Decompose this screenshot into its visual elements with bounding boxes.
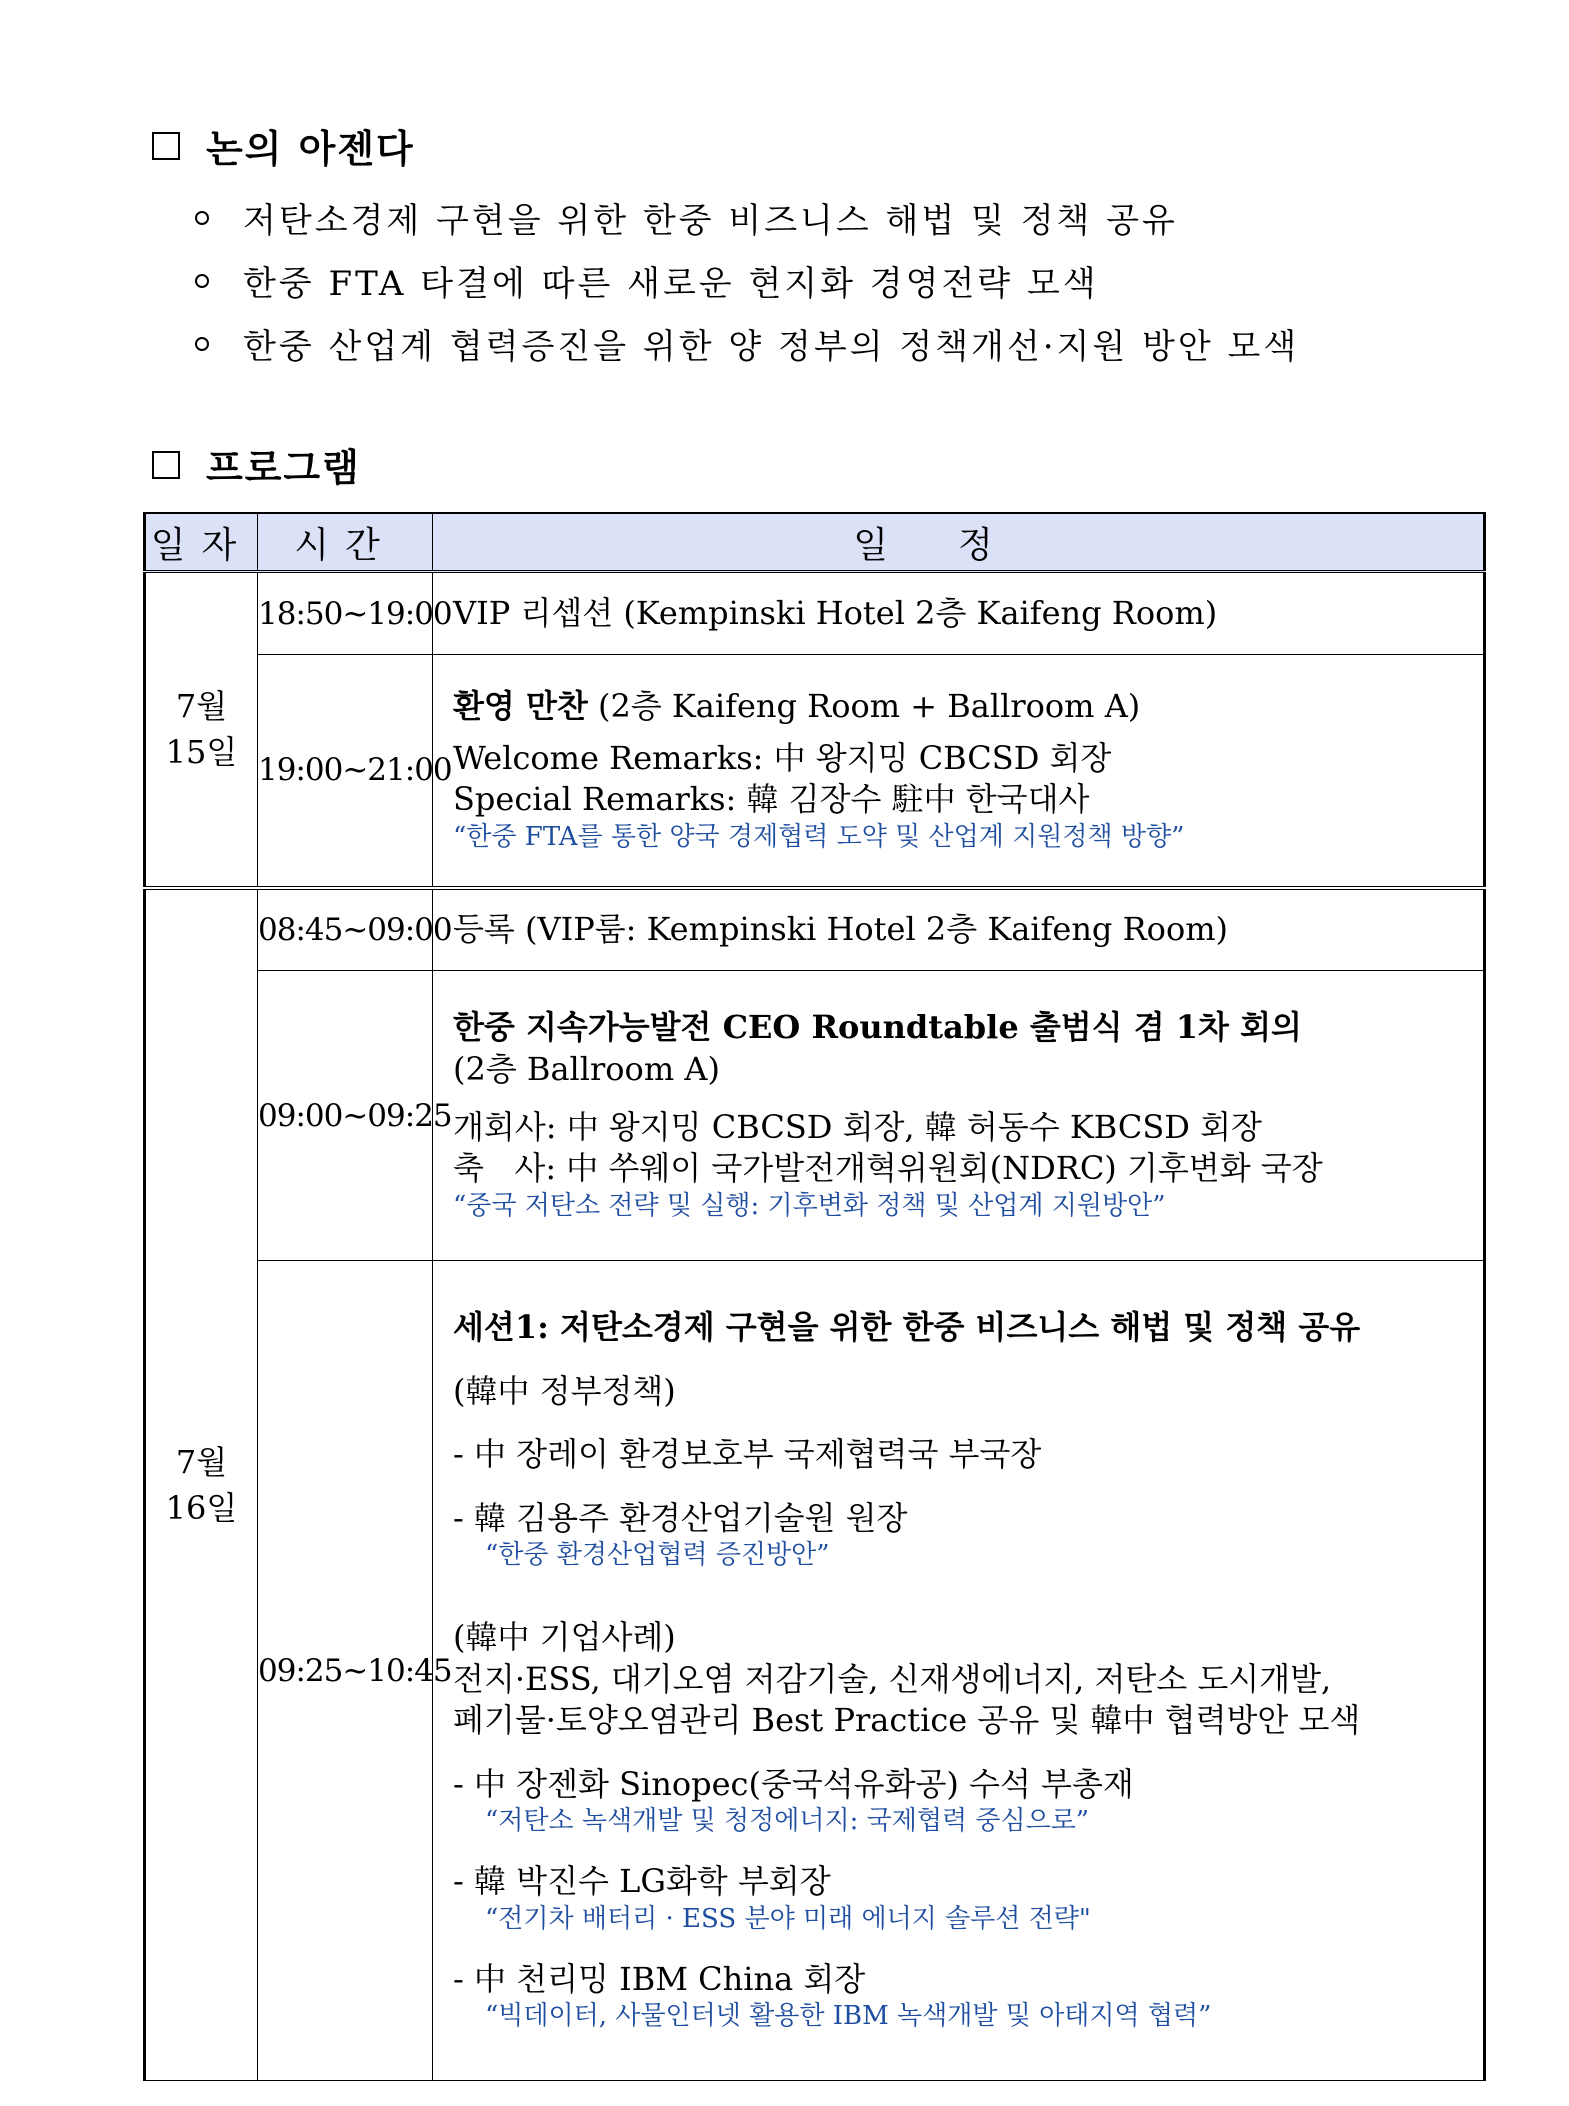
- speech-title: “한중 환경산업협력 증진방안”: [485, 1540, 830, 1571]
- time-cell: 08:45~09:00: [258, 888, 433, 971]
- speech-title: “중국 저탄소 전략 및 실행: 기후변화 정책 및 산업계 지원방안”: [453, 1190, 1166, 1221]
- circle-bullet-icon: [195, 211, 209, 225]
- speech-title: “한중 FTA를 통한 양국 경제협력 도약 및 산업계 지원정책 방향”: [453, 821, 1185, 852]
- schedule-cell: 등록 (VIP룸: Kempinski Hotel 2층 Kaifeng Room): [433, 888, 1485, 971]
- agenda-heading: [152, 118, 415, 173]
- circle-bullet-icon: [195, 337, 209, 351]
- agenda-item: 한중 산업계 협력증진을 위한 양 정부의 정책개선·지원 방안 모색: [195, 312, 1299, 375]
- agenda-item: 한중 FTA 타결에 따른 새로운 현지화 경영전략 모색: [195, 249, 1299, 312]
- event-title: 환영 만찬: [453, 686, 588, 725]
- table-row: [145, 572, 1485, 655]
- table-row: [145, 971, 1485, 1261]
- time-cell: 09:25~10:45: [258, 1261, 433, 2081]
- time-cell: 18:50~19:00: [258, 572, 433, 655]
- agenda-heading-text: 논의 아젠다: [206, 126, 415, 171]
- time-cell: 09:00~09:25: [258, 971, 433, 1261]
- schedule-cell: VIP 리셉션 (Kempinski Hotel 2층 Kaifeng Room): [433, 572, 1485, 655]
- col-header-time: 시간: [258, 513, 433, 572]
- checkbox-square-icon: [152, 451, 180, 479]
- speech-title: “전기차 배터리 · ESS 분야 미래 에너지 솔루션 전략": [485, 1903, 1091, 1934]
- program-heading-text: 프로그램: [206, 445, 361, 490]
- schedule-cell: 세션1: 저탄소경제 구현을 위한 한중 비즈니스 해법 및 정책 공유 (韓中 정부정책) - 中 장레이 환경보호부 국제협력국 부국장 - 韓 김용주 환경산업기술원 원장 “한중 환경산업협력 증진방안” (韓中 기업사례) 전지·ESS, 대기오염 저감기술, 신재생에너지, 저탄소 도시개발, 폐기물·토양오염관리 Best Practice 공유 및 韓中 협력방안 모색 - 中 장젠화 Sinopec(중국석유화공) 수석 부총재 “저탄소 녹색개발 및 청정에너지: 국제협력 중심으로” - 韓 박진수 LG화학 부회장 “전기차 배터리 · ESS 분야 미래 에너지 솔루션 전략" - 中 천리밍 IBM China 회장 “빅데이터, 사물인터넷 활용한 IBM 녹색개발 및 아태지역 협력”: [433, 1261, 1485, 2081]
- agenda-list: [195, 186, 1299, 375]
- table-header-row: [145, 513, 1485, 572]
- date-cell-day1: 7월 15일: [145, 572, 258, 888]
- time-cell: 19:00~21:00: [258, 655, 433, 888]
- circle-bullet-icon: [195, 274, 209, 288]
- speech-title: “저탄소 녹색개발 및 청정에너지: 국제협력 중심으로”: [485, 1806, 1090, 1837]
- date-cell-day2: 7월 16일: [145, 888, 258, 2081]
- table-row: [145, 888, 1485, 971]
- col-header-schedule: 일정: [433, 513, 1485, 572]
- checkbox-square-icon: [152, 132, 180, 160]
- event-title: 한중 지속가능발전 CEO Roundtable 출범식 겸 1차 회의: [453, 1008, 1302, 1047]
- program-heading: [152, 437, 361, 492]
- speech-title: “빅데이터, 사물인터넷 활용한 IBM 녹색개발 및 아태지역 협력”: [485, 2001, 1212, 2032]
- agenda-item: 저탄소경제 구현을 위한 한중 비즈니스 해법 및 정책 공유: [195, 186, 1299, 249]
- table-row: [145, 1261, 1485, 2081]
- table-row: [145, 655, 1485, 888]
- program-table: [143, 512, 1486, 2081]
- schedule-cell: 한중 지속가능발전 CEO Roundtable 출범식 겸 1차 회의 (2층 Ballroom A) 개회사: 中 왕지밍 CBCSD 회장, 韓 허동수 KBCSD 회장 축 사: 中 쑤웨이 국가발전개혁위원회(NDRC) 기후변화 국장 “중국 저탄소 전략 및 실행: 기후변화 정책 및 산업계 지원방안”: [433, 971, 1485, 1261]
- col-header-date: 일자: [145, 513, 258, 572]
- schedule-cell: 환영 만찬 (2층 Kaifeng Room + Ballroom A) Welcome Remarks: 中 왕지밍 CBCSD 회장 Special Remarks: 韓 김장수 駐中 한국대사 “한중 FTA를 통한 양국 경제협력 도약 및 산업계 지원정책 방향”: [433, 655, 1485, 888]
- session-title: 세션1: 저탄소경제 구현을 위한 한중 비즈니스 해법 및 정책 공유: [453, 1307, 1361, 1346]
